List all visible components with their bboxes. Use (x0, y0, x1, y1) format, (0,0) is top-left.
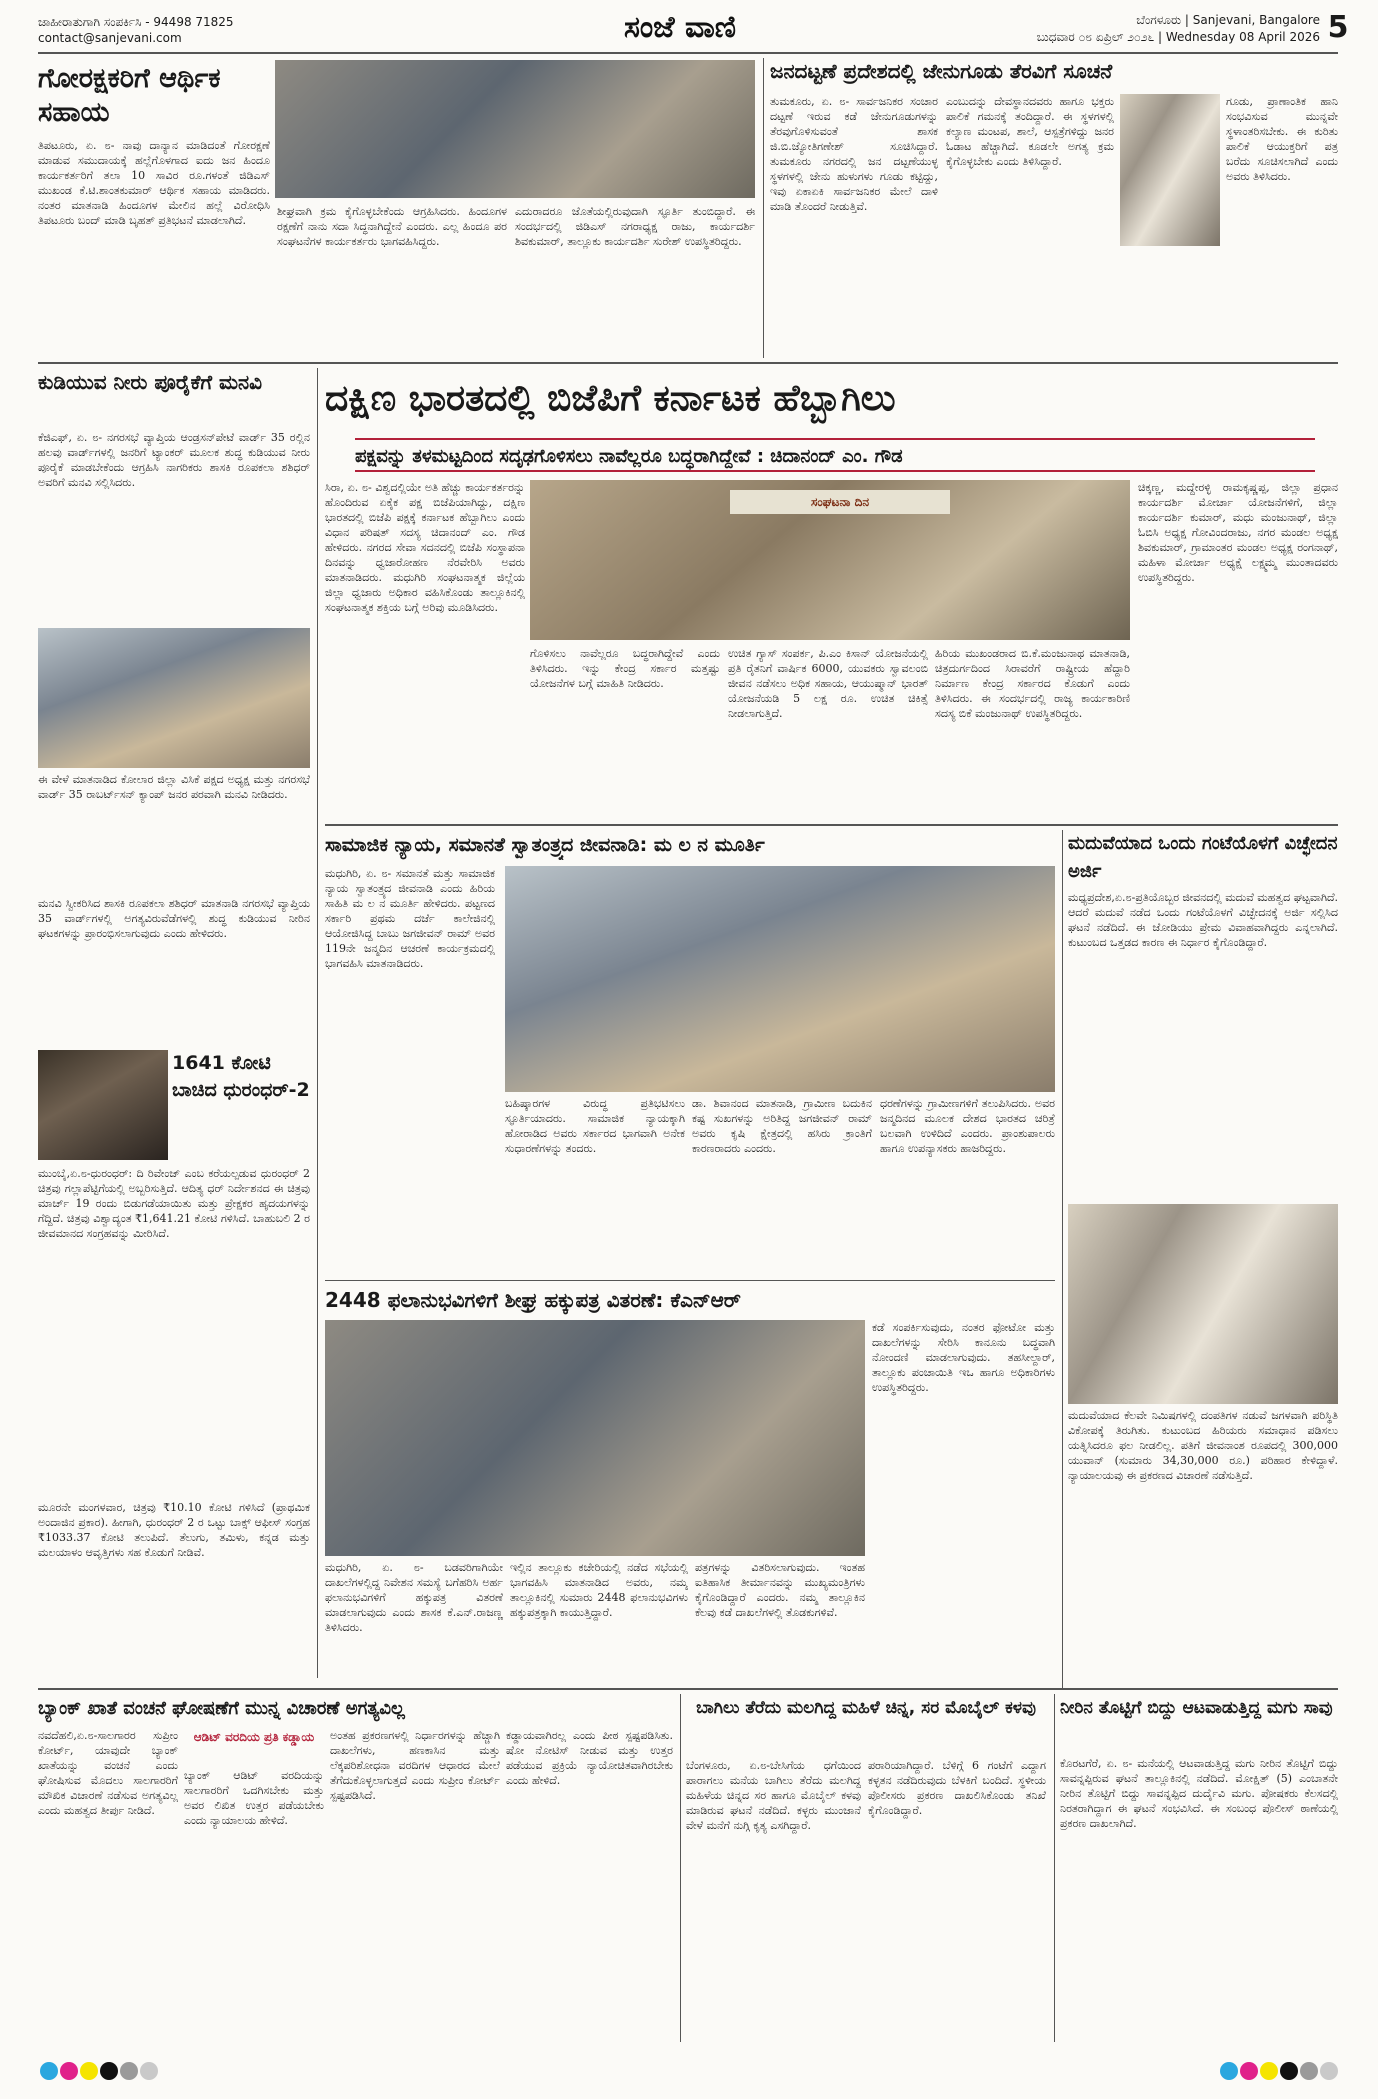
bank-body: ನವದೆಹಲಿ,ಏ.೮-ಸಾಲಗಾರರ ಸುಪ್ರೀಂ ಕೋರ್ಟ್, ಯಾವುದೇ ಬ್ಯಾಂಕ್ ಖಾತೆಯನ್ನು ವಂಚನೆ ಎಂದು ಘೋಷಿಸುವ ಮೊದಲು ಸಾಲಗಾರರಿಗೆ ಮೌಖಿಕ ವಿಚಾರಣೆ ನಡೆಸುವ ಅಗತ್ಯವಿಲ್ಲ ಎಂದು ಮಹತ್ವದ ತೀರ್ಪು ನೀಡಿದೆ. (38, 1729, 178, 1817)
bjp-body-col3: ಹಿರಿಯ ಮುಖಂಡರಾದ ಬಿ.ಕೆ.ಮಂಜುನಾಥ ಮಾತನಾಡಿ, ಚಿತ್ರದುರ್ಗದಿಂದ ಸಿರಾವರೆಗೆ ರಾಷ್ಟ್ರೀಯ ಹೆದ್ದಾರಿ ನಿರ್ಮಾಣ ಕೇಂದ್ರ ಸರ್ಕಾರದ ಕೊಡುಗೆ ಎಂದು ತಿಳಿಸಿದರು. ಈ ಸಂದರ್ಭದಲ್ಲಿ ರಾಜ್ಯ ಕಾರ್ಯಕಾರಿಣಿ ಸದಸ್ಯ ಬಿಕೆ ಮಂಜುನಾಥ್ ಉಪಸ್ಥಿತರಿದ್ದರು. (935, 647, 1130, 720)
jenu-portrait (1120, 94, 1220, 246)
hakkupatra-body-4: ಕಡೆ ಸಂಪರ್ಕಿಸುವುದು, ನಂತರ ಫೋಟೋ ಮತ್ತು ದಾಖಲೆಗಳನ್ನು ಸೇರಿಸಿ ಕಾನೂನು ಬದ್ಧವಾಗಿ ನೋಂದಣಿ ಮಾಡಲಾಗುವುದು. ತಹಸೀಲ್ದಾರ್, ತಾಲ್ಲೂಕು ಪಂಚಾಯಿತಿ ಇಒ ಹಾಗೂ ಅಧಿಕಾರಿಗಳು ಉಪಸ್ಥಿತರಿದ್ದರು. (872, 1321, 1055, 1394)
gorakshaka-body-3: ಎದುರಾದರೂ ಜೊತೆಯಲ್ಲಿರುವುದಾಗಿ ಸ್ಫೂರ್ತಿ ತುಂಬಿದ್ದಾರೆ. ಈ ಸಂದರ್ಭದಲ್ಲಿ ಜಿಡಿಎಸ್ ನಗರಾಧ್ಯಕ್ಷ ರಾಜು, ಕಾರ್ಯದರ್ಶಿ ಶಿವಕುಮಾರ್, ತಾಲ್ಲೂಕು ಕಾರ್ಯದರ್ಶಿ ಸುರೇಶ್ ಉಪಸ್ಥಿತರಿದ್ದರು. (515, 205, 755, 248)
color-registration-left (40, 2062, 180, 2084)
jenu-body-3: ಗೂಡು, ಪ್ರಾಣಾಂತಿಕ ಹಾನಿ ಸಂಭವಿಸುವ ಮುನ್ನವೇ ಸ್ಥಳಾಂತರಿಸಬೇಕು. ಈ ಕುರಿತು ಪಾಲಿಕೆ ಆಯುಕ್ತರಿಗೆ ಪತ್ರ ಬರೆದು ಸೂಚಿಸಲಾಗಿದೆ ಎಂದು ಅವರು ತಿಳಿಸಿದರು. (1226, 95, 1338, 183)
dhurandhar-body-2: ಮೂರನೇ ಮಂಗಳವಾರ, ಚಿತ್ರವು ₹10.10 ಕೋಟಿ ಗಳಿಸಿದೆ (ಪ್ರಾಥಮಿಕ ಅಂದಾಜಿನ ಪ್ರಕಾರ). ಹೀಗಾಗಿ, ಧುರಂಧರ್ 2 ರ ಒಟ್ಟು ಬಾಕ್ಸ್ ಆಫೀಸ್ ಸಂಗ್ರಹ ₹1033.37 ಕೋಟಿ ತಲುಪಿದೆ. ತೆಲುಗು, ತಮಿಳು, ಕನ್ನಡ ಮತ್ತು ಮಲಯಾಳಂ ಆವೃತ್ತಿಗಳು ಸಹ ಕೊಡುಗೆ ನೀಡಿವೆ. (38, 1501, 310, 1559)
cyan-swatch (40, 2062, 58, 2080)
masthead-contact (38, 14, 338, 48)
color-registration-right (1220, 2062, 1360, 2084)
kudiyuva-headline: ಕುಡಿಯುವ ನೀರು ಪೂರೈಕೆಗೆ ಮನವಿ (38, 370, 263, 394)
gray-swatch (1300, 2062, 1318, 2080)
column-divider (680, 1694, 681, 2042)
section-rule (325, 1280, 1055, 1281)
bjp-body-left: ಸಿರಾ, ಏ. ೮- ವಿಶ್ವದಲ್ಲಿಯೇ ಅತಿ ಹೆಚ್ಚು ಕಾರ್ಯಕರ್ತರನ್ನು ಹೊಂದಿರುವ ಏಕೈಕ ಪಕ್ಷ ಬಿಜೆಪಿಯಾಗಿದ್ದು, ದಕ್ಷಿಣ ಭಾರತದಲ್ಲಿ ಬಿಜೆಪಿ ಪಕ್ಷಕ್ಕೆ ಕರ್ನಾಟಕ ಹೆಬ್ಬಾಗಿಲು ಎಂದು ವಿಧಾನ ಪರಿಷತ್ ಸದಸ್ಯ ಚಿದಾನಂದ್ ಎಂ. ಗೌಡ ಹೇಳಿದರು. ನಗರದ ಸೇವಾ ಸದನದಲ್ಲಿ ಬಿಜೆಪಿ ಸಂಸ್ಥಾಪನಾ ದಿನವನ್ನು ಧ್ವಜಾರೋಹಣ ನೆರವೇರಿಸಿ ಅವರು ಮಾತನಾಡಿದರು. ಮಧುಗಿರಿ ಸಂಘಟನಾತ್ಮಕ ಜಿಲ್ಲೆಯ ಜಿಲ್ಲಾ ಧ್ವಜಾರು ಅಧಿಕಾರ ವಹಿಸಿಕೊಂಡು ತಾಲ್ಲೂಕಿನಲ್ಲಿ ಸಂಘಟನಾತ್ಮಕ ಶಕ್ತಿಯ ಬಗ್ಗೆ ಅರಿವು ಮೂಡಿಸಿದರು. (325, 481, 525, 614)
black-swatch (1280, 2062, 1298, 2080)
bjp-subhead: ಪಕ್ಷವನ್ನು ತಳಮಟ್ಟದಿಂದ ಸದೃಢಗೊಳಿಸಲು ನಾವೆಲ್ಲರೂ ಬದ್ಧರಾಗಿದ್ದೇವೆ : ಚಿದಾನಂದ್ ಎಂ. ಗೌಡ (355, 438, 1315, 472)
black-swatch (100, 2062, 118, 2080)
magenta-swatch (1240, 2062, 1258, 2080)
section-rule (38, 362, 1338, 364)
column-divider (1054, 1694, 1055, 2042)
dhurandhar-headline: 1641 ಕೋಟಿ ಬಾಚಿದ ಧುರಂಧರ್-2 (172, 1052, 310, 1101)
gorakshaka-body-2: ಶೀಘ್ರವಾಗಿ ಕ್ರಮ ಕೈಗೊಳ್ಳಬೇಕೆಂದು ಆಗ್ರಹಿಸಿದರು. ಹಿಂದೂಗಳ ರಕ್ಷಣೆಗೆ ನಾನು ಸದಾ ಸಿದ್ಧನಾಗಿದ್ದೇನೆ ಎಂದರು. ಎಲ್ಲ ಹಿಂದೂ ಪರ ಸಂಘಟನೆಗಳ ಕಾರ್ಯಕರ್ತರು ಭಾಗವಹಿಸಿದ್ದರು. (277, 205, 507, 248)
date-english: Wednesday 08 April 2026 (1165, 30, 1320, 44)
neerina-body: ಕೊರಟಗೆರೆ, ಏ. ೮- ಮನೆಯಲ್ಲಿ ಆಟವಾಡುತ್ತಿದ್ದ ಮಗು ನೀರಿನ ತೊಟ್ಟಿಗೆ ಬಿದ್ದು ಸಾವನ್ನಪ್ಪಿರುವ ಘಟನೆ ತಾಲ್ಲೂಕಿನಲ್ಲಿ ನಡೆದಿದೆ. ಮೋಕ್ಷಿತ್ (5) ಎಂಬಾತನೇ ನೀರಿನ ತೊಟ್ಟಿಗೆ ಬಿದ್ದು ಸಾವನ್ನಪ್ಪಿದ ದುರ್ದೈವಿ ಮಗು. ಪೋಷಕರು ಕೆಲಸದಲ್ಲಿ ನಿರತರಾಗಿದ್ದಾಗ ಈ ಘಟನೆ ಸಂಭವಿಸಿದೆ. ಈ ಸಂಬಂಧ ಪೊಲೀಸ್ ಠಾಣೆಯಲ್ಲಿ ಪ್ರಕರಣ ದಾಖಲಾಗಿದೆ. (1060, 1757, 1338, 1830)
date-kannada: ಬುಧವಾರ ೦೮ ಏಪ್ರಿಲ್ ೨೦೨೬ (1036, 30, 1155, 44)
jenu-body: ತುಮಕೂರು, ಏ. ೮- ಸಾರ್ವಜನಿಕರ ಸಂಚಾರ ದಟ್ಟಣೆ ಇರುವ ಕಡೆ ಜೇನುಗೂಡುಗಳನ್ನು ತೆರವುಗೊಳಿಸುವಂತೆ ಶಾಸಕ ಜಿ.ಬಿ.ಜ್ಯೋತಿಗಣೇಶ್ ಸೂಚಿಸಿದ್ದಾರೆ. ತುಮಕೂರು ನಗರದಲ್ಲಿ ಜನ ದಟ್ಟಣೆಯುಳ್ಳ ಸ್ಥಳಗಳಲ್ಲಿ ಜೇನು ಹುಳುಗಳು ಗೂಡು ಕಟ್ಟಿದ್ದು, ಇವು ಏಕಾಏಕಿ ಸಾರ್ವಜನಿಕರ ಮೇಲೆ ದಾಳಿ ಮಾಡಿ ತೊಂದರೆ ನೀಡುತ್ತಿವೆ. (770, 95, 938, 213)
kudiyuva-photo (38, 628, 310, 768)
jenu-headline: ಜನದಟ್ಟಣೆ ಪ್ರದೇಶದಲ್ಲಿ ಜೇನುಗೂಡು ತೆರವಿಗೆ ಸೂಚನೆ (770, 60, 1113, 83)
section-rule (38, 1688, 1338, 1690)
jenu-body-2: ಎಂಬುದನ್ನು ದೇವಸ್ಥಾನದವರು ಹಾಗೂ ಭಕ್ತರು ಪಾಲಿಕೆ ಗಮನಕ್ಕೆ ತಂದಿದ್ದಾರೆ. ಈ ಸ್ಥಳಗಳಲ್ಲಿ ಕಲ್ಯಾಣ ಮಂಟಪ, ಶಾಲೆ, ಆಸ್ಪತ್ರೆಗಳಿದ್ದು ಜನರ ಓಡಾಟ ಹೆಚ್ಚಾಗಿದೆ. ಕೂಡಲೇ ಅಗತ್ಯ ಕ್ರಮ ಕೈಗೊಳ್ಳಬೇಕು ಎಂದು ತಿಳಿಸಿದ್ದಾರೆ. (946, 95, 1114, 168)
gray-swatch (120, 2062, 138, 2080)
masthead-logo: ಸಂಜೆ ವಾಣಿ (623, 10, 737, 45)
samajika-body-3: ಡಾ. ಶಿವಾನಂದ ಮಾತನಾಡಿ, ಗ್ರಾಮೀಣ ಬದುಕಿನ ಕಷ್ಟ ಸುಖಗಳನ್ನು ಅರಿತಿದ್ದ ಜಗಜೀವನ್ ರಾಮ್ ಅವರು ಕೃಷಿ ಕ್ಷೇತ್ರದಲ್ಲಿ ಹಸಿರು ಕ್ರಾಂತಿಗೆ ಕಾರಣರಾದರು ಎಂದರು. (692, 1097, 872, 1155)
bjp-body-col1: ಗೊಳಿಸಲು ನಾವೆಲ್ಲರೂ ಬದ್ಧರಾಗಿದ್ದೇವೆ ಎಂದು ತಿಳಿಸಿದರು. ಇನ್ನು ಕೇಂದ್ರ ಸರ್ಕಾರ ಮತ್ತಷ್ಟು ಯೋಜನೆಗಳ ಬಗ್ಗೆ ಮಾಹಿತಿ ನೀಡಿದರು. (530, 647, 720, 690)
neerina-headline: ನೀರಿನ ತೊಟ್ಟಿಗೆ ಬಿದ್ದು ಆಟವಾಡುತ್ತಿದ್ದ ಮಗು ಸಾವು (1060, 1698, 1333, 1718)
samajika-body-4: ಧರಣೆಗಳನ್ನು ಗ್ರಾಮೀಣಗಳಿಗೆ ತಲುಪಿಸಿದರು. ಅವರ ಜನ್ಮದಿನದ ಮೂಲಕ ದೇಶದ ಭಾರತದ ಚರಿತ್ರೆ ಬಲವಾಗಿ ಉಳಿದಿದೆ ಎಂದರು. ಪ್ರಾಂಶುಪಾಲರು ಹಾಗೂ ಉಪನ್ಯಾಸಕರು ಹಾಜರಿದ್ದರು. (880, 1097, 1055, 1155)
gorakshaka-photo (275, 60, 755, 198)
bank-body-3: ಅಂತಹ ಪ್ರಕರಣಗಳಲ್ಲಿ ನಿರ್ಧಾರಗಳನ್ನು ಹೆಚ್ಚಾಗಿ ದಾಖಲೆಗಳು, ಹಣಕಾಸಿನ ಮತ್ತು ಲೆಕ್ಕಪರಿಶೋಧನಾ ವರದಿಗಳ ಆಧಾರದ ಮೇಲೆ ತೆಗೆದುಕೊಳ್ಳಲಾಗುತ್ತದೆ ಎಂದು ಸುಪ್ರೀಂ ಕೋರ್ಟ್ ಸ್ಪಷ್ಟಪಡಿಸಿದೆ. (330, 1729, 500, 1802)
hakkupatra-photo (325, 1320, 865, 1556)
bagilu-headline: ಬಾಗಿಲು ತೆರೆದು ಮಲಗಿದ್ದ ಮಹಿಳೆ ಚಿನ್ನ, ಸರ ಮೊಬೈಲ್ ಕಳವು (696, 1698, 1036, 1718)
bank-body-2: ಬ್ಯಾಂಕ್ ಆಡಿಟ್ ವರದಿಯನ್ನು ಸಾಲಗಾರರಿಗೆ ಒದಗಿಸಬೇಕು ಮತ್ತು ಅವರ ಲಿಖಿತ ಉತ್ತರ ಪಡೆಯಬೇಕು ಎಂದು ನ್ಯಾಯಾಲಯ ಹೇಳಿದೆ. (184, 1769, 324, 1827)
dhurandhar-body: ಮುಂಬೈ,ಏ.೮-ಧುರಂಧರ್: ದಿ ರಿವೇಂಜ್ ಎಂಬ ಕರೆಯಲ್ಪಡುವ ಧುರಂಧರ್ 2 ಚಿತ್ರವು ಗಲ್ಲಾಪೆಟ್ಟಿಗೆಯಲ್ಲಿ ಅಬ್ಬರಿಸುತ್ತಿದೆ. ಆದಿತ್ಯ ಧರ್ ನಿರ್ದೇಶನದ ಈ ಚಿತ್ರವು ಮಾರ್ಚ್ 19 ರಂದು ಬಿಡುಗಡೆಯಾಯಿತು ಮತ್ತು ಪ್ರೇಕ್ಷಕರ ಹೃದಯಗಳನ್ನು ಗೆದ್ದಿದೆ. ಚಿತ್ರವು ವಿಶ್ವಾದ್ಯಂತ ₹1,641.21 ಕೋಟಿ ಗಳಿಸಿದೆ. ಬಾಹುಬಲಿ 2 ರ ಜೀವಮಾನದ ಸಂಗ್ರಹವನ್ನು ಮೀರಿಸಿದೆ. (38, 1167, 310, 1240)
dhurandhar-photo (38, 1050, 168, 1160)
hakkupatra-body: ಮಧುಗಿರಿ, ಏ. ೮- ಬಡವರಿಗಾಗಿಯೇ ದಾಖಲೆಗಳಲ್ಲಿದ್ದ ನಿವೇಶನ ಸಮಸ್ಯೆ ಬಗೆಹರಿಸಿ ಅರ್ಹ ಫಲಾನುಭವಿಗಳಿಗೆ ಹಕ್ಕುಪತ್ರ ವಿತರಣೆ ಮಾಡಲಾಗುವುದು ಎಂದು ಶಾಸಕ ಕೆ.ಎನ್.ರಾಜಣ್ಣ ತಿಳಿಸಿದರು. (325, 1561, 503, 1634)
hakkupatra-body-3: ಪತ್ರಗಳನ್ನು ವಿತರಿಸಲಾಗುವುದು. ಇಂತಹ ಐತಿಹಾಸಿಕ ತೀರ್ಮಾನವನ್ನು ಮುಖ್ಯಮಂತ್ರಿಗಳು ಕೈಗೊಂಡಿದ್ದಾರೆ ಎಂದರು. ನಮ್ಮ ತಾಲ್ಲೂಕಿನ ಕೆಲವು ಕಡೆ ದಾಖಲೆಗಳಲ್ಲಿ ತೊಡಕುಗಳಿವೆ. (695, 1561, 865, 1619)
samajika-body-2: ಬಹಿಷ್ಕಾರಗಳ ವಿರುದ್ಧ ಪ್ರತಿಭಟಿಸಲು ಸ್ಫೂರ್ತಿಯಾದರು. ಸಾಮಾಜಿಕ ನ್ಯಾಯಕ್ಕಾಗಿ ಹೋರಾಡಿದ ಅವರು ಸರ್ಕಾರದ ಭಾಗವಾಗಿ ಅನೇಕ ಸುಧಾರಣೆಗಳನ್ನು ತಂದರು. (505, 1097, 685, 1155)
ad-contact-line: ಜಾಹೀರಾತುಗಾಗಿ ಸಂಪರ್ಕಿಸಿ - 94498 71825 (38, 15, 234, 29)
bjp-body-right: ಚಿಕ್ಕಣ್ಣ, ಮದ್ದೇರಳ್ಳಿ ರಾಮಕೃಷ್ಣಪ್ಪ, ಜಿಲ್ಲಾ ಪ್ರಧಾನ ಕಾರ್ಯದರ್ಶಿ ಮೋರ್ಚಾ ಯೋಜನೆಗಳಿಗೆ, ಜಿಲ್ಲಾ ಕಾರ್ಯದರ್ಶಿ ಕುಮಾರ್, ಮಧು ಮಂಜುನಾಥ್, ಜಿಲ್ಲಾ ಓಬಿಸಿ ಅಧ್ಯಕ್ಷ ಗೋವಿಂದರಾಜು, ನಗರ ಮಂಡಲ ಅಧ್ಯಕ್ಷ ಶಿವಕುಮಾರ್, ಗ್ರಾಮಾಂತರ ಮಂಡಲ ಅಧ್ಯಕ್ಷ ರಂಗನಾಥ್, ಮಹಿಳಾ ಮೋರ್ಚಾ ಅಧ್ಯಕ್ಷೆ ಲಕ್ಷ್ಮಮ್ಮ ಮುಂತಾದವರು ಉಪಸ್ಥಿತರಿದ್ದರು. (1138, 481, 1338, 584)
column-divider (1062, 830, 1063, 1690)
madhuveyada-photo (1068, 1204, 1338, 1404)
light-gray-swatch (140, 2062, 158, 2080)
bank-body-4: ಕಡ್ಡಾಯವಾಗಿರಲ್ಲ ಎಂದು ಪೀಠ ಸ್ಪಷ್ಟಪಡಿಸಿತು. ಷೋ ನೋಟಿಸ್ ನೀಡುವ ಮತ್ತು ಉತ್ತರ ಪಡೆಯುವ ಪ್ರಕ್ರಿಯೆ ನ್ಯಾಯೋಚಿತವಾಗಿರಬೇಕು ಎಂದು ಹೇಳಿದೆ. (506, 1729, 673, 1787)
email-link[interactable]: contact@sanjevani.com (38, 31, 182, 45)
bank-subhead: ಆಡಿಟ್ ವರದಿಯ ಪ್ರತಿ ಕಡ್ಡಾಯ (193, 1730, 315, 1744)
bjp-headline: ದಕ್ಷಿಣ ಭಾರತದಲ್ಲಿ ಬಿಜೆಪಿಗೆ ಕರ್ನಾಟಕ ಹೆಬ್ಬಾಗಿಲು (325, 378, 896, 419)
kudiyuva-caption: ಈ ವೇಳೆ ಮಾತನಾಡಿದ ಕೋಲಾರ ಜಿಲ್ಲಾ ವಿಸಿಕೆ ಪಕ್ಷದ ಅಧ್ಯಕ್ಷ ಮತ್ತು ನಗರಸಭೆ ವಾರ್ಡ್ 35 ರಾಬರ್ಟ್‌ಸನ್ ಕ್ಯಾಂಪ್ ಜನರ ಪರವಾಗಿ ಮನವಿ ನೀಡಿದರು. (38, 773, 310, 801)
column-divider (763, 58, 764, 358)
masthead-dateline: ಬೆಂಗಳೂರು | Sanjevani, Bangalore ಬುಧವಾರ ೦೮ ಏಪ್ರಿಲ್ ೨೦೨೬ | Wednesday 08 April 2026 (1036, 13, 1320, 44)
event-banner: ಸಂಘಟನಾ ದಿನ (730, 490, 950, 514)
samajika-photo (505, 866, 1055, 1092)
city: ಬೆಂಗಳೂರು (1136, 13, 1182, 27)
magenta-swatch (60, 2062, 78, 2080)
samajika-body: ಮಧುಗಿರಿ, ಏ. ೮- ಸಮಾನತೆ ಮತ್ತು ಸಾಮಾಜಿಕ ನ್ಯಾಯ ಸ್ವಾತಂತ್ರ್ಯದ ಜೀವನಾಡಿ ಎಂದು ಹಿರಿಯ ಸಾಹಿತಿ ಮ ಲ ನ ಮೂರ್ತಿ ಹೇಳಿದರು. ಪಟ್ಟಣದ ಸರ್ಕಾರಿ ಪ್ರಥಮ ದರ್ಜೆ ಕಾಲೇಜಿನಲ್ಲಿ ಆಯೋಜಿಸಿದ್ದ ಬಾಬು ಜಗಜೀವನ್ ರಾಮ್ ಅವರ 119ನೇ ಜನ್ಮದಿನ ಆಚರಣೆ ಕಾರ್ಯಕ್ರಮದಲ್ಲಿ ಭಾಗವಹಿಸಿ ಮಾತನಾಡಿದರು. (325, 867, 495, 970)
madhuveyada-body-2: ಮದುವೆಯಾದ ಕೆಲವೇ ನಿಮಿಷಗಳಲ್ಲಿ ದಂಪತಿಗಳ ನಡುವೆ ಜಗಳವಾಗಿ ಪರಿಸ್ಥಿತಿ ವಿಕೋಪಕ್ಕೆ ತಿರುಗಿತು. ಕುಟುಂಬದ ಹಿರಿಯರು ಸಮಾಧಾನ ಪಡಿಸಲು ಯತ್ನಿಸಿದರೂ ಫಲ ನೀಡಲಿಲ್ಲ. ಪತಿಗೆ ಜೀವನಾಂಶ ರೂಪದಲ್ಲಿ 300,000 ಯುವಾನ್ (ಸುಮಾರು 34,30,000 ರೂ.) ಪರಿಹಾರ ಕೇಳಿದ್ದಾಳೆ. ನ್ಯಾಯಾಲಯವು ಈ ಪ್ರಕರಣದ ವಿಚಾರಣೆ ನಡೆಸುತ್ತಿದೆ. (1068, 1409, 1338, 1482)
light-gray-swatch (1320, 2062, 1338, 2080)
cyan-swatch (1220, 2062, 1238, 2080)
masthead-rule (38, 52, 1338, 54)
bjp-body-col2: ಉಚಿತ ಗ್ಯಾಸ್ ಸಂಪರ್ಕ, ಪಿ.ಎಂ ಕಿಸಾನ್ ಯೋಜನೆಯಲ್ಲಿ ಪ್ರತಿ ರೈತನಿಗೆ ವಾರ್ಷಿಕ 6000, ಯುವಕರು ಸ್ವಾವಲಂಬಿ ಜೀವನ ನಡೆಸಲು ಅಧಿಕ ಸಹಾಯ, ಆಯುಷ್ಮಾನ್ ಭಾರತ್ ಯೋಜನೆಯಡಿ 5 ಲಕ್ಷ ರೂ. ಉಚಿತ ಚಿಕಿತ್ಸೆ ನೀಡಲಾಗುತ್ತಿದೆ. (728, 647, 928, 720)
bjp-event-photo (530, 480, 1130, 640)
hakkupatra-headline: 2448 ಫಲಾನುಭವಿಗಳಿಗೆ ಶೀಘ್ರ ಹಕ್ಕುಪತ್ರ ವಿತರಣೆ: ಕೆಎನ್‌ಆರ್ (325, 1288, 741, 1312)
column-divider (317, 368, 318, 1678)
yellow-swatch (1260, 2062, 1278, 2080)
gorakshaka-headline: ಗೋರಕ್ಷಕರಿಗೆ ಆರ್ಥಿಕ ಸಹಾಯ (38, 63, 221, 128)
bagilu-body: ಬೆಂಗಳೂರು, ಏ.೮-ಬೇಸಿಗೆಯ ಧಗೆಯಿಂದ ಪಾರಾಗಲು ಮನೆಯ ಬಾಗಿಲು ತೆರೆದು ಮಲಗಿದ್ದ ಮಹಿಳೆಯ ಚಿನ್ನದ ಸರ ಹಾಗೂ ಮೊಬೈಲ್ ಕಳವು ಮಾಡಿರುವ ಘಟನೆ ನಡೆದಿದೆ. ಕಳ್ಳರು ಮುಂಜಾನೆ ವೇಳೆ ಮನೆಗೆ ನುಗ್ಗಿ ಕೃತ್ಯ ಎಸಗಿದ್ದಾರೆ. (686, 1759, 861, 1832)
bank-headline: ಬ್ಯಾಂಕ್ ಖಾತೆ ವಂಚನೆ ಘೋಷಣೆಗೆ ಮುನ್ನ ವಿಚಾರಣೆ ಅಗತ್ಯವಿಲ್ಲ (38, 1698, 405, 1719)
section-rule (325, 824, 1338, 826)
madhuveyada-body: ಮಧ್ಯಪ್ರದೇಶ,ಏ.೮-ಪ್ರತಿಯೊಬ್ಬರ ಜೀವನದಲ್ಲಿ ಮದುವೆ ಮಹತ್ವದ ಘಟ್ಟವಾಗಿದೆ. ಆದರೆ ಮದುವೆ ನಡೆದ ಒಂದು ಗಂಟೆಯೊಳಗೆ ವಿಚ್ಛೇದನಕ್ಕೆ ಅರ್ಜಿ ಸಲ್ಲಿಸಿದ ಘಟನೆ ನಡೆದಿದೆ. ಈ ಜೋಡಿಯು ಪ್ರೇಮ ವಿವಾಹವಾಗಿದ್ದರು ಎನ್ನಲಾಗಿದೆ. ಕುಟುಂಬದ ಒತ್ತಡದ ಕಾರಣ ಈ ನಿರ್ಧಾರ ಕೈಗೊಂಡಿದ್ದಾರೆ. (1068, 891, 1338, 949)
yellow-swatch (80, 2062, 98, 2080)
hakkupatra-body-2: ಇಲ್ಲಿನ ತಾಲ್ಲೂಕು ಕಚೇರಿಯಲ್ಲಿ ನಡೆದ ಸಭೆಯಲ್ಲಿ ಭಾಗವಹಿಸಿ ಮಾತನಾಡಿದ ಅವರು, ನಮ್ಮ ತಾಲ್ಲೂಕಿನಲ್ಲಿ ಸುಮಾರು 2448 ಫಲಾನುಭವಿಗಳು ಹಕ್ಕುಪತ್ರಕ್ಕಾಗಿ ಕಾಯುತ್ತಿದ್ದಾರೆ. (510, 1561, 688, 1619)
edition: Sanjevani, Bangalore (1192, 13, 1320, 27)
bagilu-body-2: ಪರಾರಿಯಾಗಿದ್ದಾರೆ. ಬೆಳಿಗ್ಗೆ 6 ಗಂಟೆಗೆ ಎದ್ದಾಗ ಕಳ್ಳತನ ನಡೆದಿರುವುದು ಬೆಳಕಿಗೆ ಬಂದಿದೆ. ಸ್ಥಳೀಯ ಪೊಲೀಸರು ಪ್ರಕರಣ ದಾಖಲಿಸಿಕೊಂಡು ತನಿಖೆ ಕೈಗೊಂಡಿದ್ದಾರೆ. (868, 1759, 1046, 1817)
page-number: 5 (1327, 10, 1349, 45)
kudiyuva-body: ಕೆಜಿಎಫ್, ಏ. ೮- ನಗರಸಭೆ ವ್ಯಾಪ್ತಿಯ ಆಂಡ್ರಸನ್‌ಪೇಟೆ ವಾರ್ಡ್ 35 ರಲ್ಲಿನ ಹಲವು ವಾರ್ಡ್‌ಗಳಲ್ಲಿ ಜನರಿಗೆ ಟ್ಯಾಂಕರ್ ಮೂಲಕ ಶುದ್ಧ ಕುಡಿಯುವ ನೀರು ಪೂರೈಕೆ ಮಾಡಬೇಕೆಂದು ಆಗ್ರಹಿಸಿ ನಾಗರಿಕರು ಶಾಸಕಿ ರೂಪಕಲಾ ಶಶಿಧರ್ ಅವರಿಗೆ ಮನವಿ ಸಲ್ಲಿಸಿದರು. (38, 431, 310, 489)
madhuveyada-headline: ಮದುವೆಯಾದ ಒಂದು ಗಂಟೆಯೊಳಗೆ ವಿಚ್ಛೇದನ ಅರ್ಜಿ (1068, 833, 1338, 882)
samajika-headline: ಸಾಮಾಜಿಕ ನ್ಯಾಯ, ಸಮಾನತೆ ಸ್ವಾತಂತ್ರ್ಯದ ಜೀವನಾಡಿ: ಮ ಲ ನ ಮೂರ್ತಿ (325, 834, 765, 856)
gorakshaka-body: ತಿಪಟೂರು, ಏ. ೮- ನಾವು ದಾನ್ಯಾನ ಮಾಡಿದಂತೆ ಗೋರಕ್ಷಣೆ ಮಾಡುವ ಸಮುದಾಯಕ್ಕೆ ಹಲ್ಲೆಗೊಳಗಾದ ಐದು ಜನ ಹಿಂದೂ ಕಾರ್ಯಕರ್ತರಿಗೆ ತಲಾ 10 ಸಾವಿರ ರೂ.ಗಳಂತೆ ಜಿಡಿಎಸ್ ಮುಖಂಡ ಕೆ.ಟಿ.ಶಾಂತಕುಮಾರ್ ಆರ್ಥಿಕ ಸಹಾಯ ಮಾಡಿದರು. ನಂತರ ಮಾತನಾಡಿ ಹಿಂದೂಗಳ ಮೇಲಿನ ಹಲ್ಲೆ ವಿರೋಧಿಸಿ ತಿಪಟೂರು ಬಂದ್ ಮಾಡಿ ಬೃಹತ್ ಪ್ರತಿಭಟನೆ ಮಾಡಲಾಗಿದೆ. (38, 139, 270, 227)
kudiyuva-body-2: ಮನವಿ ಸ್ವೀಕರಿಸಿದ ಶಾಸಕಿ ರೂಪಕಲಾ ಶಶಿಧರ್ ಮಾತನಾಡಿ ನಗರಸಭೆ ವ್ಯಾಪ್ತಿಯ 35 ವಾರ್ಡ್‌ಗಳಲ್ಲಿ ಅಗತ್ಯವಿರುವೆಡೆಗಳಲ್ಲಿ ಶುದ್ಧ ಕುಡಿಯುವ ನೀರಿನ ಘಟಕಗಳನ್ನು ಪ್ರಾರಂಭಿಸಲಾಗುವುದು ಎಂದು ಹೇಳಿದರು. (38, 897, 310, 940)
